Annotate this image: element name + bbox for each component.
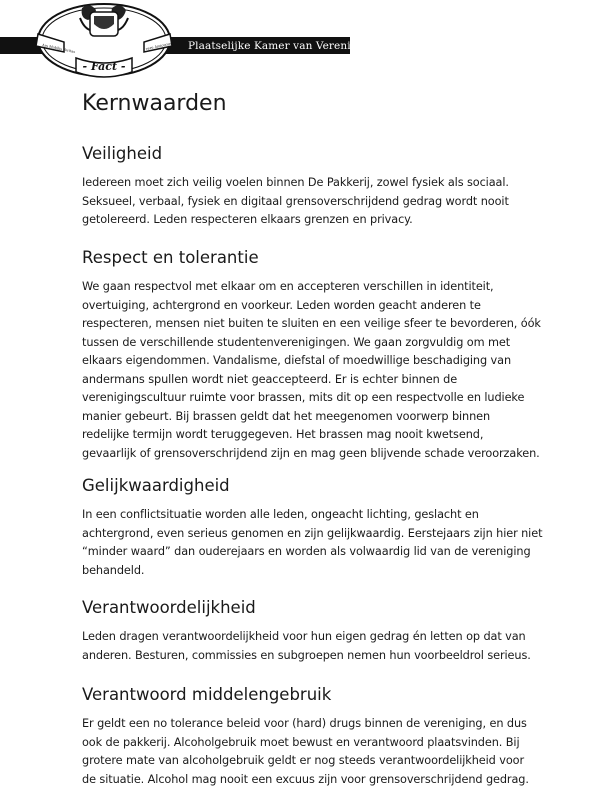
page-title: Kernwaarden bbox=[82, 91, 227, 116]
logo-fact-text: - Fact - bbox=[82, 60, 126, 73]
header-banner-text: Plaatselijke Kamer van Verenigingen Fact bbox=[188, 40, 415, 52]
section-heading-gelijkwaardigheid: Gelijkwaardigheid bbox=[82, 476, 230, 495]
section-body-verantwoordelijkheid: Leden dragen verantwoordelijkheid voor hun eigen gedrag én letten op dat van anderen. Besturen, commissies en subgroepen nemen hun voorbeeldrol serieus. bbox=[82, 630, 531, 662]
page-header bbox=[0, 0, 600, 80]
svg-text:Ars Mobilis Veritas: Ars Mobilis Veritas bbox=[41, 43, 76, 54]
section-heading-veiligheid: Veiligheid bbox=[82, 144, 163, 163]
svg-text:vere Amicorum: vere Amicorum bbox=[145, 41, 173, 51]
section-body-respect: We gaan respectvol met elkaar om en accepteren verschillen in identiteit, overtuiging, achtergrond en voorkeur. Leden worden geacht anderen te respecteren, mensen niet buiten te sluiten en een veilige sfeer te bevorderen, óók tussen de verschillende studentenverenigingen. We gaan zorgvuldig om met elkaars eigendommen. Vandalisme, diefstal of moedwillige beschadiging van andermans spullen wordt niet geaccepteerd. Er is echter binnen de verenigingscultuur ruimte voor brassen, mits dit op een respectvolle en ludieke manier gebeurt. Bij brassen geldt dat het meegenomen voorwerp binnen redelijke termijn wordt teruggegeven. Het brassen mag nooit kwetsend, gevaarlijk of grensoverschrijdend zijn en mag geen blijvende schade veroorzaken. bbox=[82, 280, 541, 460]
section-heading-middelengebruik: Verantwoord middelengebruik bbox=[82, 685, 332, 704]
section-body-middelengebruik: Er geldt een no tolerance beleid voor (hard) drugs binnen de vereniging, en dus ook de pakkerij. Alcoholgebruik moet bewust en verantwoord plaatsvinden. Bij grotere mate van alcoholgebruik geldt er nog steeds verantwoordelijkheid voor de situatie. Alcohol mag nooit een excuus zijn voor grensoverschrijdend gedrag. bbox=[82, 717, 529, 786]
section-heading-respect: Respect en tolerantie bbox=[82, 248, 259, 267]
section-body-veiligheid: Iedereen moet zich veilig voelen binnen De Pakkerij, zowel fysiek als sociaal. Seksueel, verbaal, fysiek en digitaal grensoverschrijdend gedrag wordt nooit getolereerd. Leden respecteren elkaars grenzen en privacy. bbox=[82, 176, 509, 226]
section-heading-verantwoordelijkheid: Verantwoordelijkheid bbox=[82, 598, 256, 617]
crest-logo bbox=[24, 0, 184, 80]
section-body-gelijkwaardigheid: In een conflictsituatie worden alle leden, ongeacht lichting, geslacht en achtergrond, even serieus genomen en zijn gelijkwaardig. Eerstejaars zijn hier niet “minder waard” dan ouderejaars en worden als volwaardig lid van de vereniging behandeld. bbox=[82, 508, 543, 577]
